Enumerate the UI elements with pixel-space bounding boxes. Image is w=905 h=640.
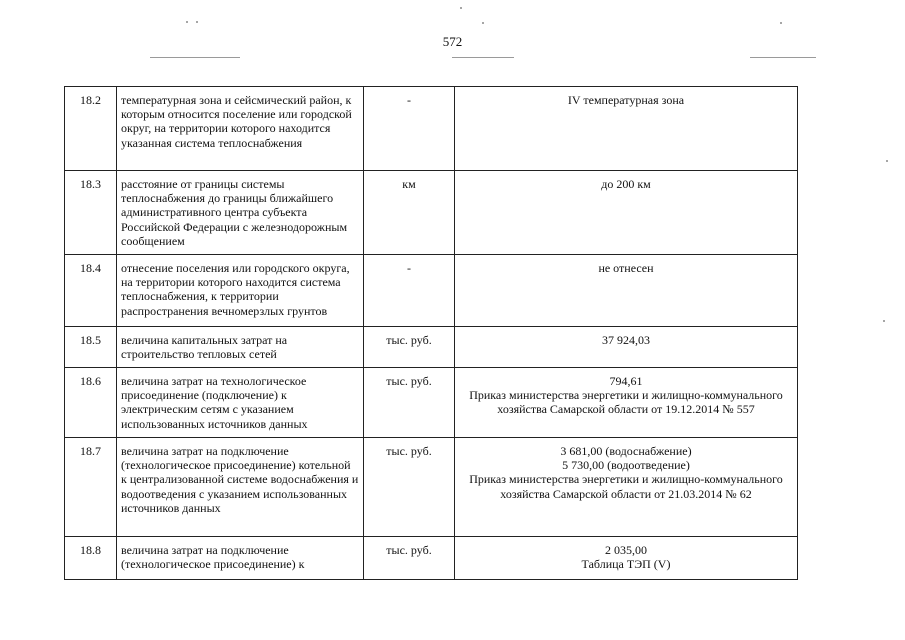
parameter-name: величина затрат на подключение (технологическое присоединение) котельной к централизованной системе водоснабжения и водоотведения с указанием использованных источников данных bbox=[117, 438, 364, 537]
value-line: не отнесен bbox=[598, 261, 654, 275]
table-row bbox=[65, 255, 798, 327]
row-number: 18.3 bbox=[65, 171, 117, 255]
table-row bbox=[65, 368, 798, 438]
value-line: IV температурная зона bbox=[567, 93, 685, 107]
parameter-value bbox=[455, 171, 798, 255]
parameter-name: величина затрат на технологическое присоединение (подключение) к электрическим сетям с указанием использованных источников данных bbox=[117, 368, 364, 438]
table-row bbox=[65, 438, 798, 537]
unit: км bbox=[364, 171, 455, 255]
parameter-value bbox=[455, 438, 798, 537]
unit: тыс. руб. bbox=[364, 438, 455, 537]
row-number: 18.2 bbox=[65, 87, 117, 171]
scan-mark-center bbox=[452, 57, 514, 58]
scan-mark-left bbox=[150, 57, 240, 58]
parameters-table bbox=[64, 86, 798, 580]
table-row bbox=[65, 537, 798, 580]
scan-dot bbox=[460, 7, 462, 9]
scan-dot bbox=[196, 21, 198, 23]
unit: тыс. руб. bbox=[364, 368, 455, 438]
parameter-value bbox=[455, 368, 798, 438]
value-line: 3 681,00 (водоснабжение) bbox=[560, 444, 692, 458]
value-line: Приказ министерства энергетики и жилищно-коммунального хозяйства Самарской области от 21.03.2014 № 62 bbox=[469, 472, 783, 501]
scan-dot bbox=[780, 22, 782, 24]
table-row bbox=[65, 171, 798, 255]
value-line: 794,61 bbox=[609, 374, 643, 388]
unit: тыс. руб. bbox=[364, 327, 455, 368]
parameter-value bbox=[455, 255, 798, 327]
page-number: 572 bbox=[442, 34, 463, 49]
parameter-name: отнесение поселения или городского округа, на территории которого находится система теплоснабжения, к территории распространения вечномерзлых грунтов bbox=[117, 255, 364, 327]
value-line: 37 924,03 bbox=[602, 333, 650, 347]
value-line: 5 730,00 (водоотведение) bbox=[562, 458, 690, 473]
scan-dot bbox=[186, 21, 188, 23]
row-number: 18.5 bbox=[65, 327, 117, 368]
value-line: Приказ министерства энергетики и жилищно-коммунального хозяйства Самарской области от 19.12.2014 № 557 bbox=[469, 388, 783, 417]
table-row bbox=[65, 327, 798, 368]
scan-mark-right bbox=[750, 57, 816, 58]
row-number: 18.4 bbox=[65, 255, 117, 327]
scan-dot bbox=[886, 160, 888, 162]
parameter-name: величина капитальных затрат на строительство тепловых сетей bbox=[117, 327, 364, 368]
value-line: до 200 км bbox=[601, 177, 651, 191]
row-number: 18.8 bbox=[65, 537, 117, 580]
parameter-name: величина затрат на подключение (технологическое присоединение) к bbox=[117, 537, 364, 580]
row-number: 18.6 bbox=[65, 368, 117, 438]
parameter-name: температурная зона и сейсмический район, к которым относится поселение или городской округ, на территории которого находится указанная система теплоснабжения bbox=[117, 87, 364, 171]
parameter-value bbox=[455, 87, 798, 171]
parameter-name: расстояние от границы системы теплоснабжения до границы ближайшего административного центра субъекта Российской Федерации с железнодорожным сообщением bbox=[117, 171, 364, 255]
table-row bbox=[65, 87, 798, 171]
parameter-value bbox=[455, 537, 798, 580]
value-line: 2 035,00 bbox=[605, 543, 647, 557]
parameter-value bbox=[455, 327, 798, 368]
scan-dot bbox=[883, 320, 885, 322]
value-line: Таблица ТЭП (V) bbox=[581, 557, 671, 572]
unit: тыс. руб. bbox=[364, 537, 455, 580]
unit: - bbox=[364, 255, 455, 327]
scan-dot bbox=[482, 22, 484, 24]
row-number: 18.7 bbox=[65, 438, 117, 537]
unit: - bbox=[364, 87, 455, 171]
